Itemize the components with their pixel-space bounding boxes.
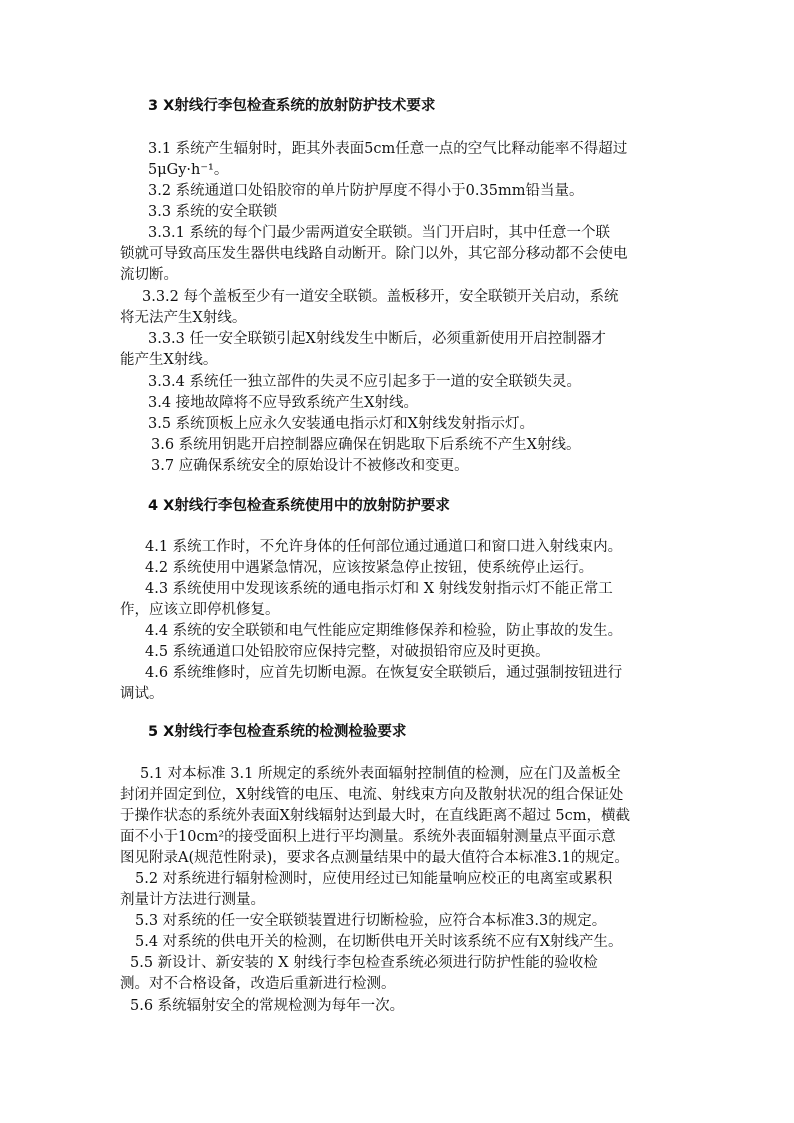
section-4-heading: 4 X射线行李包检查系统使用中的放射防护要求 <box>148 498 450 514</box>
paragraph-line: 4.6 系统维修时，应首先切断电源。在恢复安全联锁后，通过强制按钮进行 <box>145 665 623 681</box>
paragraph-line: 能产生X射线。 <box>120 352 218 368</box>
paragraph-line: 5.1 对本标准 3.1 所规定的系统外表面辐射控制值的检测，应在门及盖板全 <box>140 766 621 782</box>
paragraph-line: 3.5 系统顶板上应永久安装通电指示灯和X射线发射指示灯。 <box>148 416 534 432</box>
paragraph-line: 3.3.4 系统任一独立部件的失灵不应引起多于一道的安全联锁失灵。 <box>148 374 582 390</box>
paragraph-line: 将无法产生X射线。 <box>120 310 247 326</box>
section-5-heading: 5 X射线行李包检查系统的检测检验要求 <box>148 724 407 740</box>
paragraph-line: 3.1 系统产生辐射时，距其外表面5cm任意一点的空气比释动能率不得超过 <box>148 141 628 157</box>
paragraph-line: 3.3.2 每个盖板至少有一道安全联锁。盖板移开，安全联锁开关启动，系统 <box>142 289 619 305</box>
paragraph-line: 4.2 系统使用中遇紧急情况，应该按紧急停止按钮，使系统停止运行。 <box>145 560 594 576</box>
paragraph-line: 3.3.1 系统的每个门最少需两道安全联锁。当门开启时，其中任意一个联 <box>148 225 611 241</box>
paragraph-line: 3.6 系统用钥匙开启控制器应确保在钥匙取下后系统不产生X射线。 <box>151 437 581 453</box>
paragraph-line: 封闭并固定到位，X射线管的电压、电流、射线束方向及散射状况的组合保证处 <box>120 787 624 803</box>
paragraph-line: 3.2 系统通道口处铅胶帘的单片防护厚度不得小于0.35mm铅当量。 <box>148 183 584 199</box>
paragraph-line: 5.3 对系统的任一安全联锁装置进行切断检验，应符合本标准3.3的规定。 <box>135 913 607 929</box>
paragraph-line: 图见附录A(规范性附录)，要求各点测量结果中的最大值符合本标准3.1的规定。 <box>120 850 629 866</box>
paragraph-line: 锁就可导致高压发生器供电线路自动断开。除门以外，其它部分移动都不会使电 <box>120 246 628 262</box>
paragraph-line: 5.5 新设计、新安装的 X 射线行李包检查系统必须进行防护性能的验收检 <box>130 955 598 971</box>
paragraph-line: 调试。 <box>120 686 164 702</box>
paragraph-line: 5μGy·h⁻¹。 <box>148 162 229 178</box>
paragraph-line: 于操作状态的系统外表面X射线辐射达到最大时，在直线距离不超过 5cm，横截 <box>120 808 631 824</box>
section-3-heading: 3 X射线行李包检查系统的放射防护技术要求 <box>148 98 436 114</box>
paragraph-line: 5.2 对系统进行辐射检测时，应使用经过已知能量响应校正的电离室或累积 <box>135 871 613 887</box>
paragraph-line: 4.3 系统使用中发现该系统的通电指示灯和 X 射线发射指示灯不能正常工 <box>145 581 613 597</box>
paragraph-line: 3.7 应确保系统安全的原始设计不被修改和变更。 <box>151 458 469 474</box>
paragraph-line: 3.3.3 任一安全联锁引起X射线发生中断后，必须重新使用开启控制器才 <box>148 331 606 347</box>
paragraph-line: 3.4 接地故障将不应导致系统产生X射线。 <box>148 395 418 411</box>
paragraph-line: 作，应该立即停机修复。 <box>120 602 280 618</box>
paragraph-line: 4.5 系统通道口处铅胶帘应保持完整，对破损铅帘应及时更换。 <box>145 644 550 660</box>
paragraph-line: 测。对不合格设备，改造后重新进行检测。 <box>120 976 396 992</box>
paragraph-line: 3.3 系统的安全联锁 <box>148 204 278 220</box>
paragraph-line: 5.6 系统辐射安全的常规检测为每年一次。 <box>130 998 405 1014</box>
paragraph-line: 4.1 系统工作时，不允许身体的任何部位通过通道口和窗口进入射线束内。 <box>145 539 623 555</box>
paragraph-line: 5.4 对系统的供电开关的检测，在切断供电开关时该系统不应有X射线产生。 <box>135 934 623 950</box>
paragraph-line: 剂量计方法进行测量。 <box>120 892 265 908</box>
paragraph-line: 4.4 系统的安全联锁和电气性能应定期维修保养和检验，防止事故的发生。 <box>145 623 623 639</box>
paragraph-line: 流切断。 <box>120 267 178 283</box>
paragraph-line: 面不小于10cm²的接受面积上进行平均测量。系统外表面辐射测量点平面示意 <box>120 829 616 845</box>
